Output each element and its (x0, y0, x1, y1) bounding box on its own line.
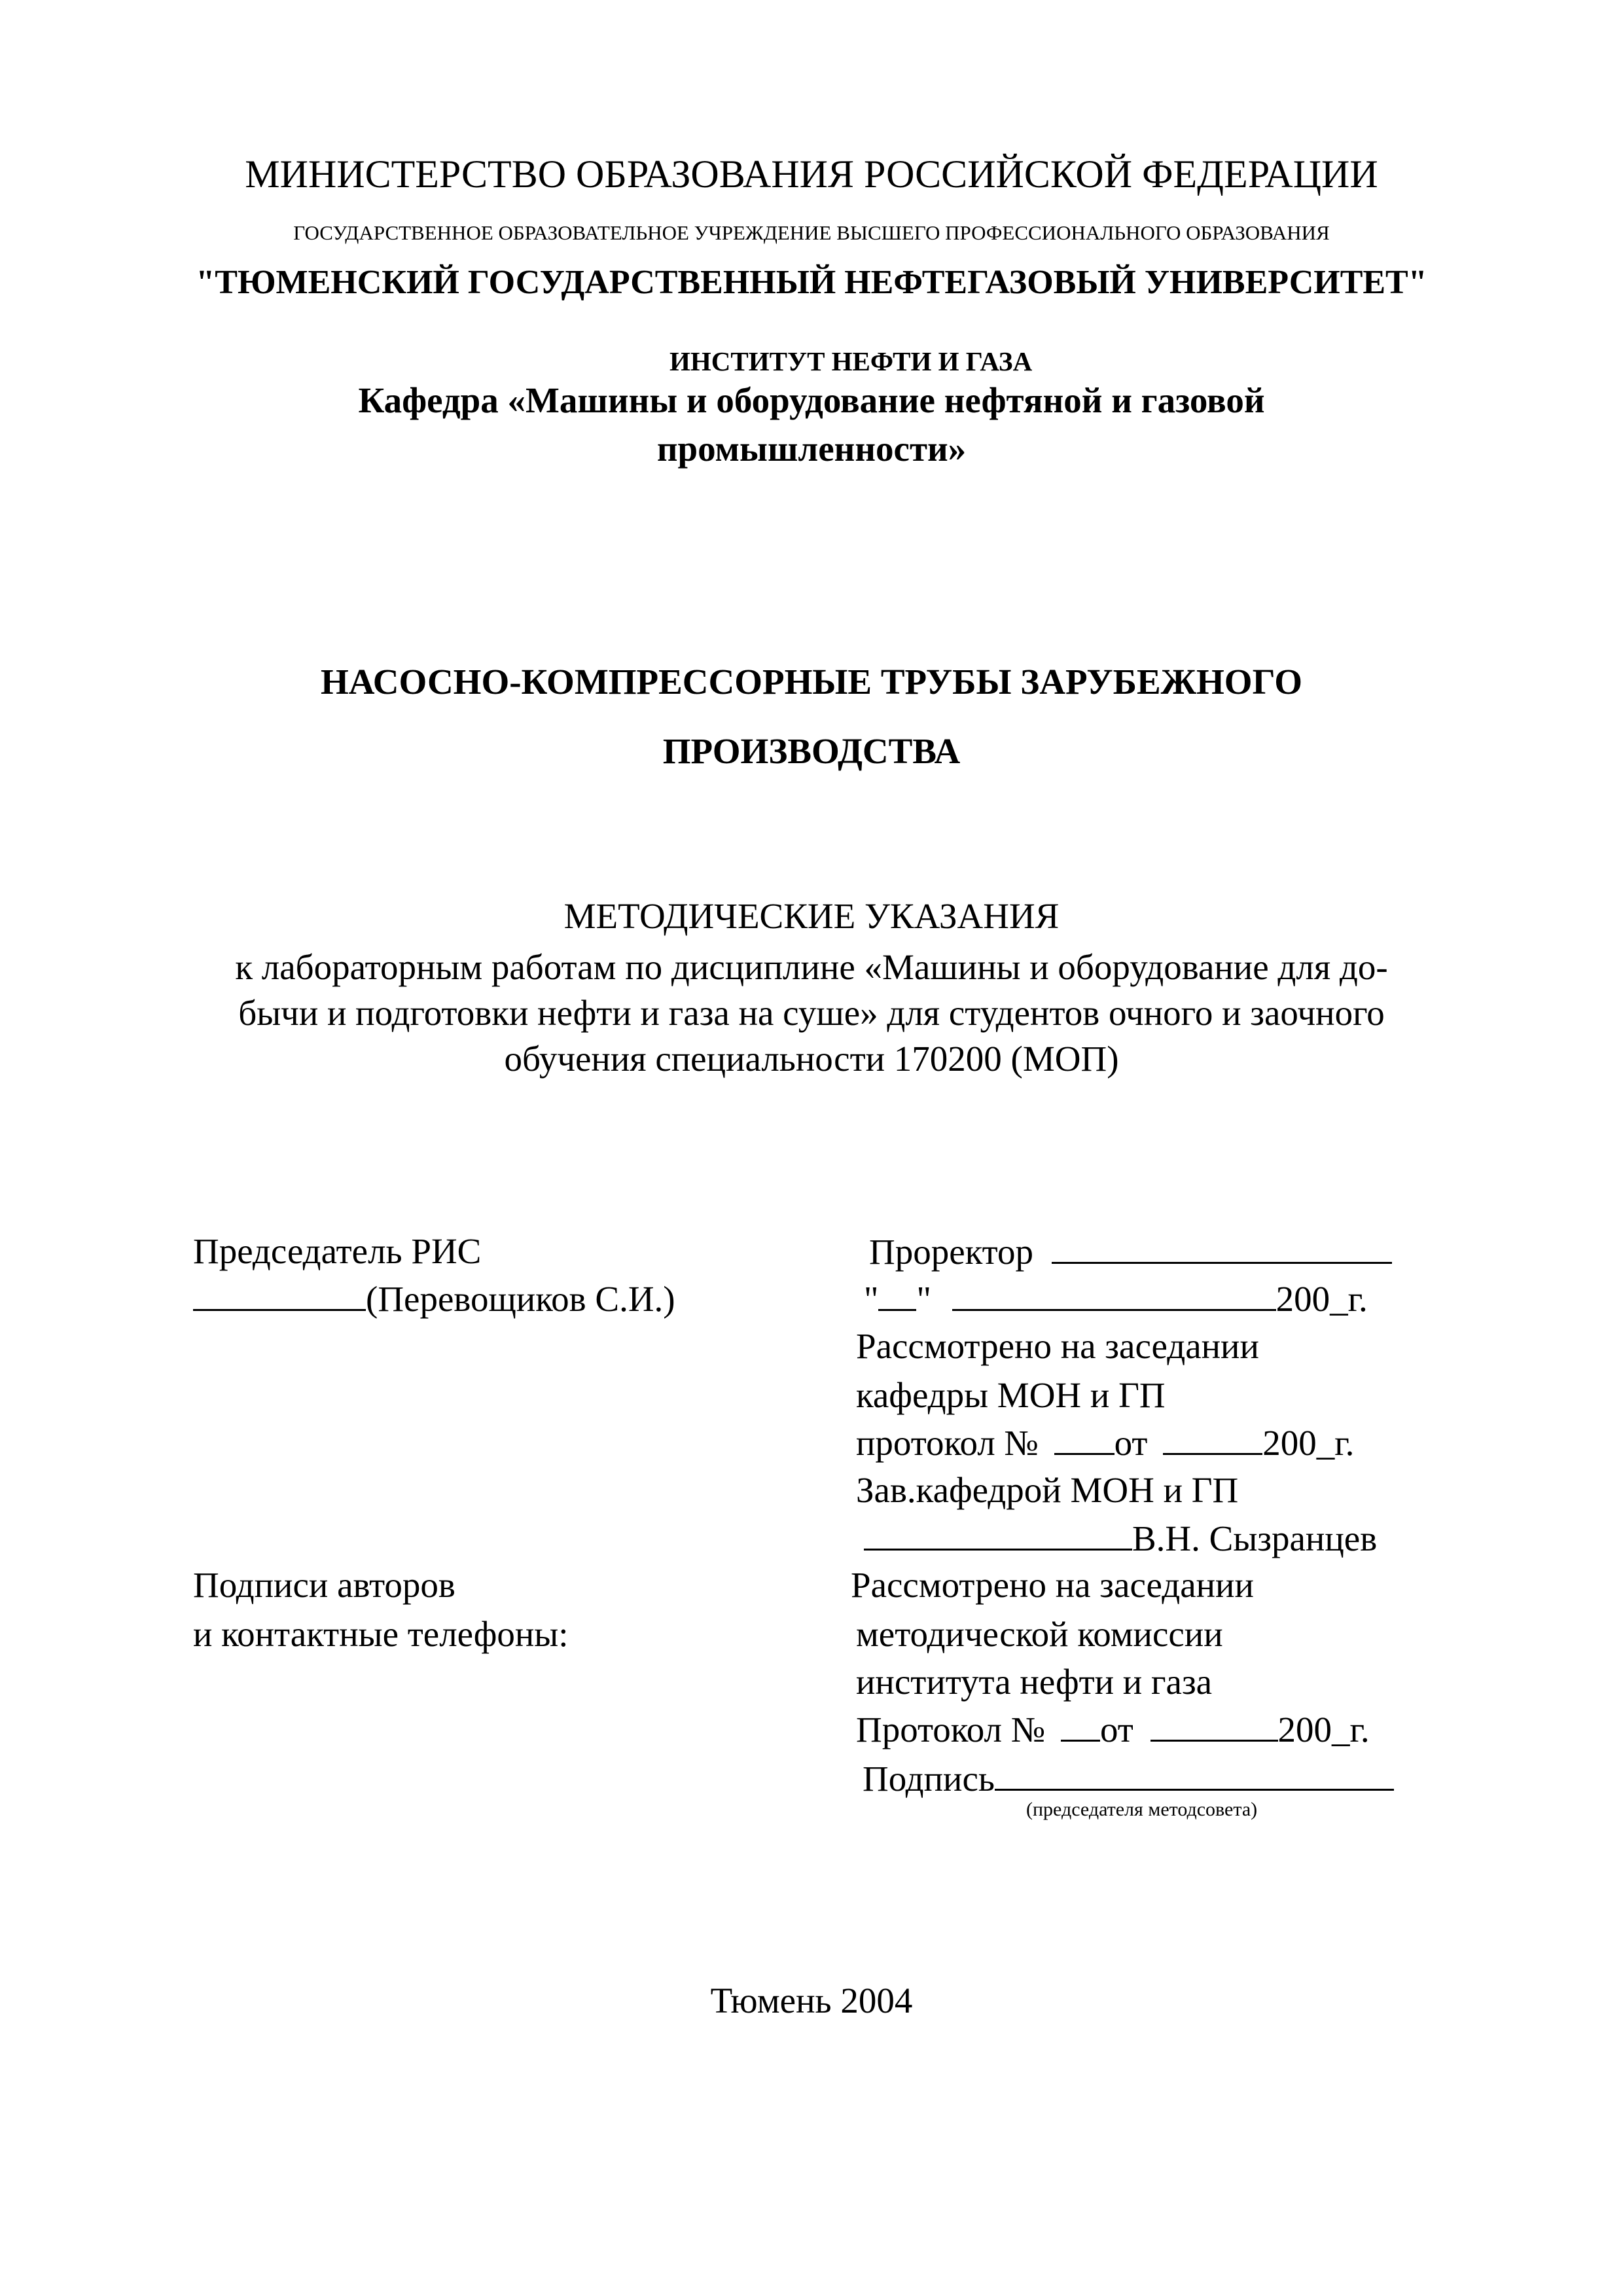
signature-caption: (председателя методсовета) (1026, 1799, 1258, 1820)
head-of-dept-name: В.Н. Сызранцев (1132, 1518, 1378, 1558)
ministry-heading: МИНИСТЕРСТВО ОБРАЗОВАНИЯ РОССИЙСКОЙ ФЕДЕРАЦИИ (245, 152, 1378, 196)
date-open-quote: " (864, 1279, 879, 1319)
commission-protocol-line (856, 1708, 1370, 1751)
signature-label: Подпись (863, 1759, 995, 1799)
ris-chair-signature-line (193, 1278, 675, 1320)
protocol-date-blank (1163, 1422, 1262, 1455)
university-name: "ТЮМЕНСКИЙ ГОСУДАРСТВЕННЫЙ НЕФТЕГАЗОВЫЙ УНИВЕРСИТЕТ" (196, 264, 1427, 301)
commission-line-2: методической комиссии (856, 1614, 1223, 1654)
month-blank (952, 1278, 1276, 1311)
department-line-2: промышленности» (656, 429, 967, 469)
protocol-from: от (1114, 1423, 1148, 1463)
document-description (196, 944, 1427, 1082)
protocol2-label: Протокол № (856, 1710, 1046, 1749)
head-signature-blank (864, 1517, 1132, 1551)
head-of-dept-signature-line (864, 1517, 1377, 1560)
ris-chair-label: Председатель РИС (193, 1231, 482, 1271)
city-year: Тюмень 2004 (710, 1981, 913, 2020)
dept-protocol-line (856, 1422, 1354, 1464)
protocol2-year: 200_г. (1277, 1710, 1370, 1749)
description-line-1: к лабораторным работам по дисциплине «Машины и оборудование для до- (235, 947, 1388, 987)
signature-line (863, 1757, 1394, 1800)
dept-meeting-line-1: Рассмотрено на заседании (856, 1326, 1259, 1366)
approval-year: 200_г. (1275, 1279, 1368, 1319)
protocol-label: протокол № (856, 1423, 1039, 1463)
signature-blank (193, 1278, 366, 1311)
ris-chair-name: (Перевощиков С.И.) (366, 1279, 675, 1319)
protocol2-from: от (1099, 1710, 1133, 1749)
commission-line-1: Рассмотрено на заседании (851, 1565, 1254, 1605)
head-of-dept-label: Зав.кафедрой МОН и ГП (856, 1470, 1239, 1510)
day-blank (878, 1278, 916, 1311)
institute-name: ИНСТИТУТ НЕФТИ И ГАЗА (669, 346, 1033, 376)
document-title-line-1: НАСОСНО-КОМПРЕССОРНЫЕ ТРУБЫ ЗАРУБЕЖНОГО (321, 662, 1302, 702)
description-line-3: обучения специальности 170200 (МОП) (504, 1039, 1119, 1079)
authors-label: Подписи авторов (193, 1565, 455, 1605)
department-line-1: Кафедра «Машины и оборудование нефтяной и газовой (358, 380, 1265, 420)
date-close-quote: " (916, 1279, 931, 1319)
protocol2-date-blank (1150, 1708, 1278, 1742)
contacts-label: и контактные телефоны: (193, 1614, 569, 1654)
document-title-line-2: ПРОИЗВОДСТВА (662, 731, 961, 771)
prorector-line (869, 1230, 1392, 1273)
chairman-signature-blank (995, 1757, 1394, 1791)
approval-date-line (864, 1278, 1368, 1320)
protocol-year: 200_г. (1262, 1423, 1355, 1463)
description-line-2: бычи и подготовки нефти и газа на суше» для студентов очного и заочного (238, 993, 1385, 1033)
protocol2-number-blank (1061, 1708, 1100, 1742)
protocol-number-blank (1054, 1422, 1115, 1455)
commission-line-3: института нефти и газа (856, 1662, 1213, 1702)
prorector-signature-blank (1052, 1230, 1392, 1264)
document-type-heading: МЕТОДИЧЕСКИЕ УКАЗАНИЯ (563, 896, 1060, 936)
state-institution-line: ГОСУДАРСТВЕННОЕ ОБРАЗОВАТЕЛЬНОЕ УЧРЕЖДЕНИЕ ВЫСШЕГО ПРОФЕССИОНАЛЬНОГО ОБРАЗОВАНИЯ (293, 221, 1330, 244)
prorector-label: Проректор (869, 1232, 1033, 1272)
dept-meeting-line-2: кафедры МОН и ГП (856, 1375, 1166, 1415)
